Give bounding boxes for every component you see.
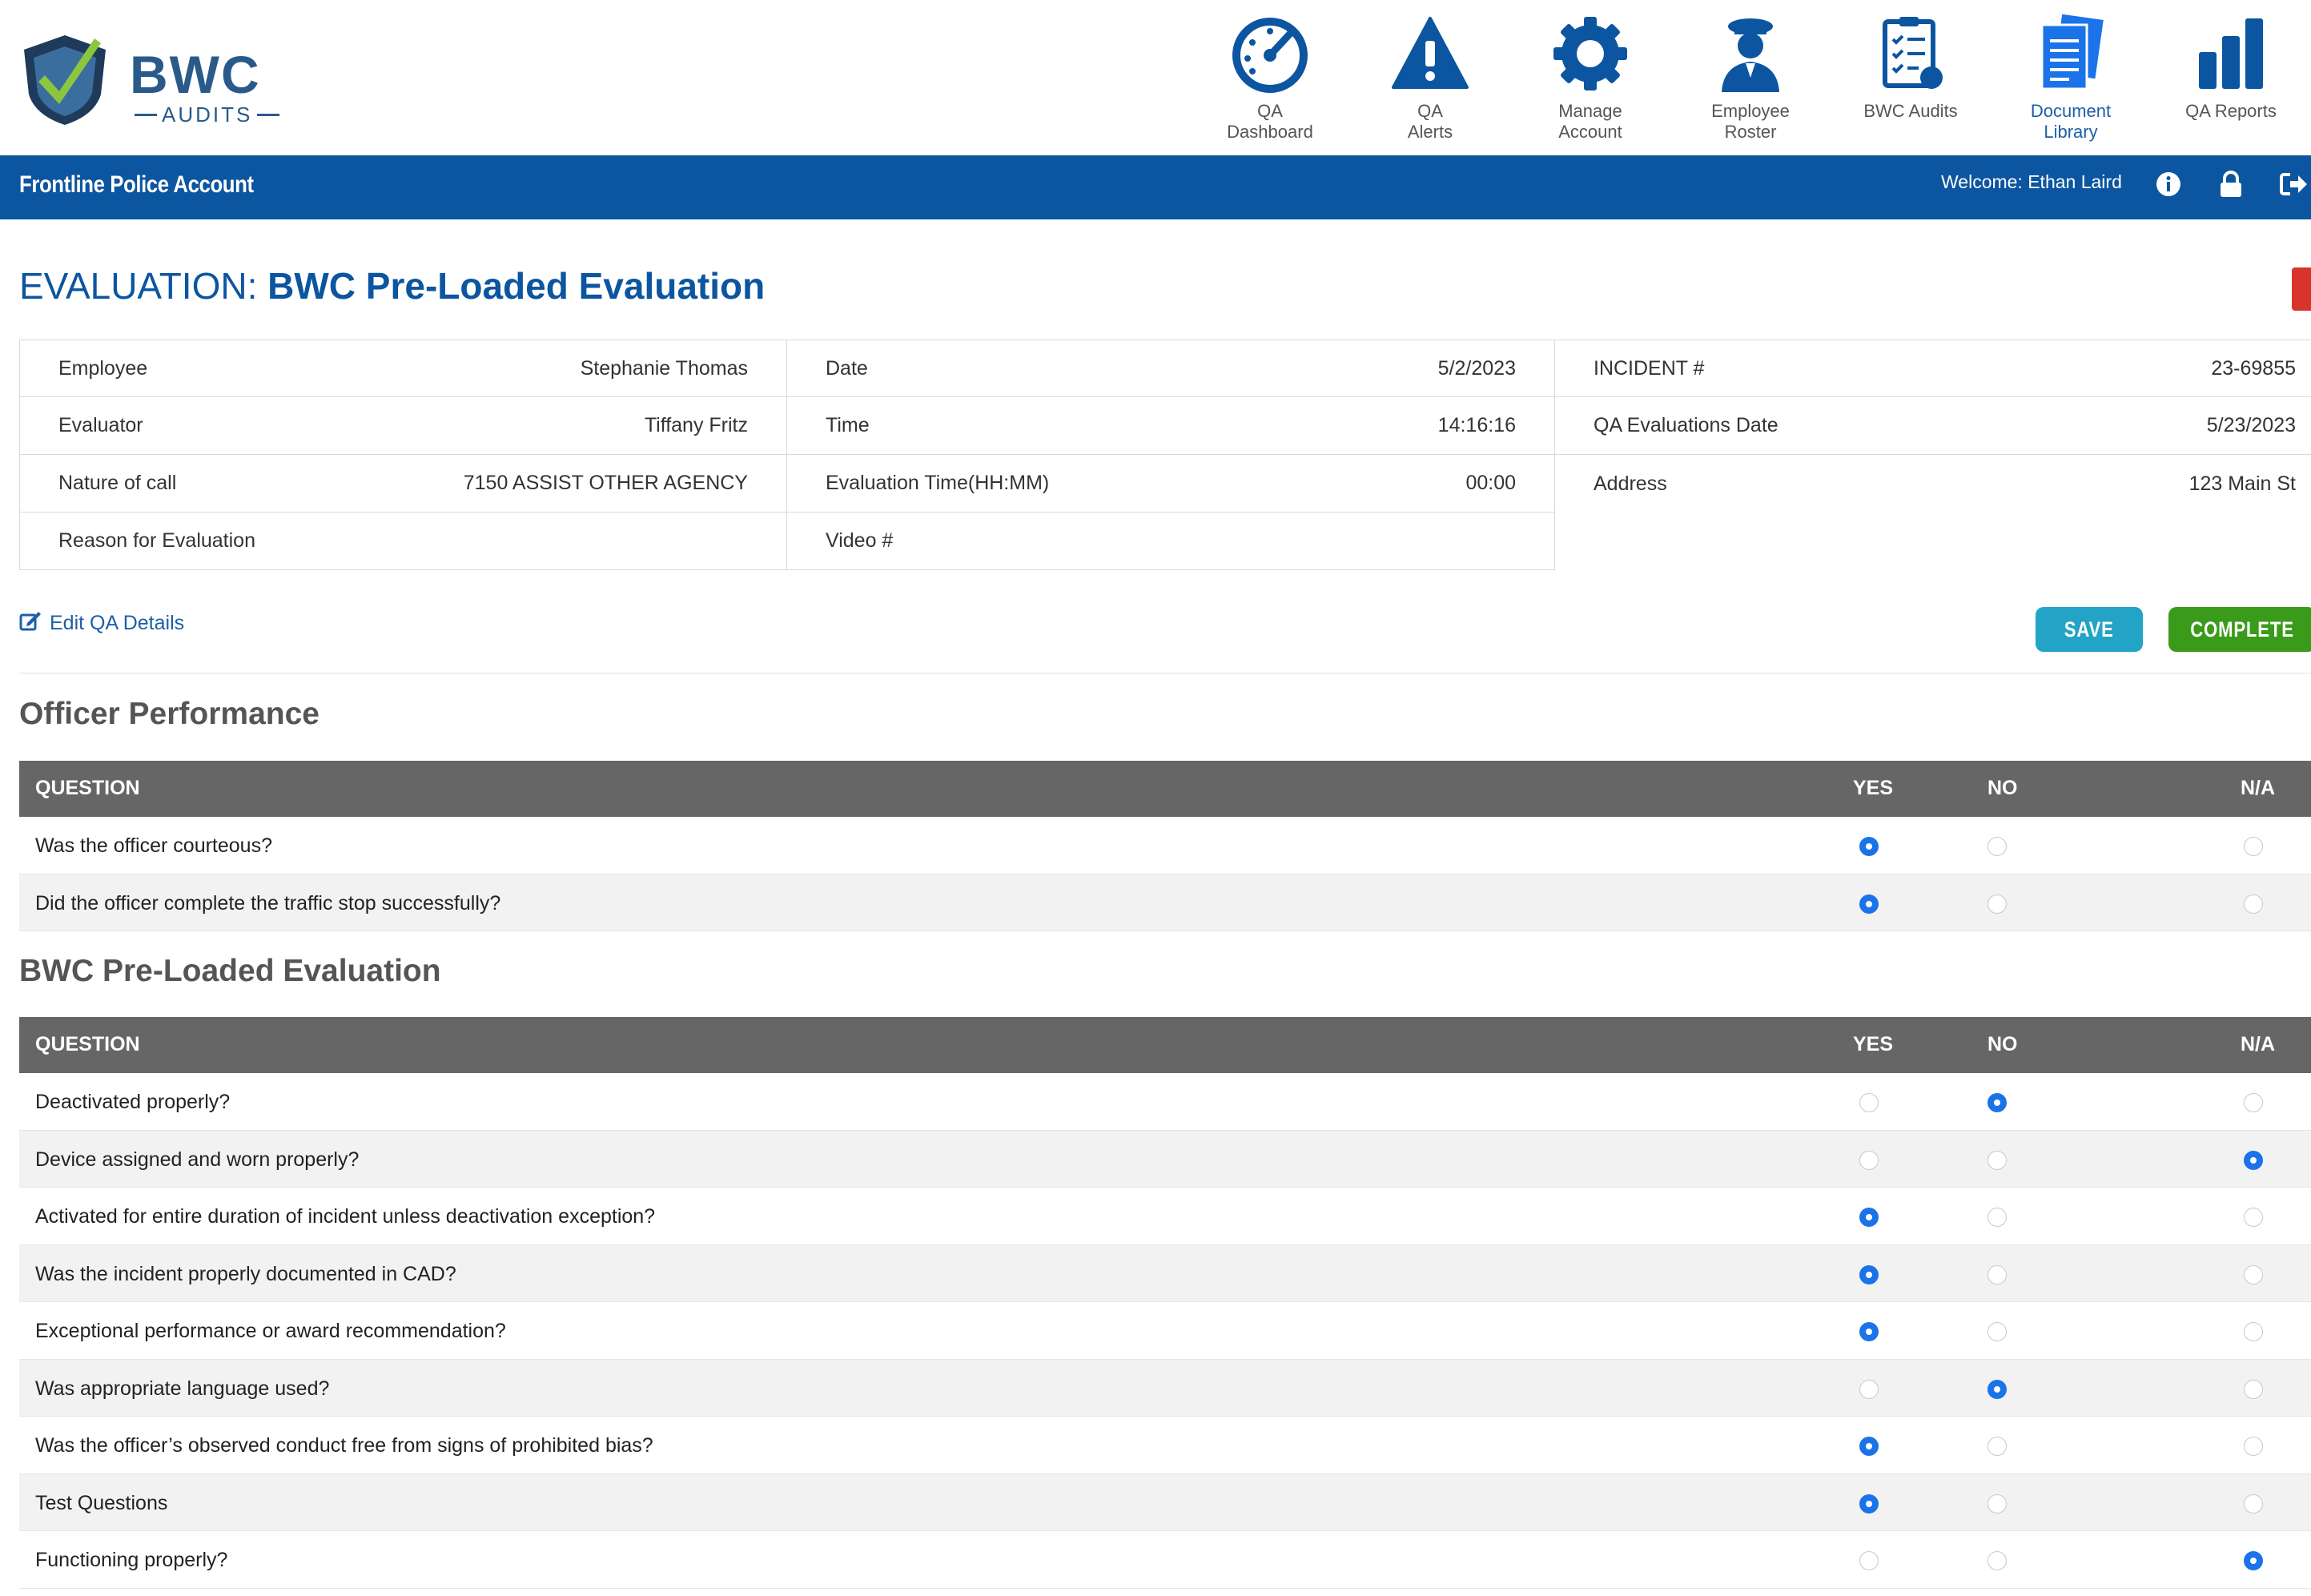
question-text: Activated for entire duration of incident unless deactivation exception? xyxy=(35,1205,656,1228)
table-row xyxy=(19,874,2311,932)
table-row xyxy=(19,1131,2311,1188)
radio-na[interactable] xyxy=(2244,1322,2263,1341)
detail-label: Nature of call xyxy=(58,472,177,494)
page-title-name: BWC Pre-Loaded Evaluation xyxy=(267,265,766,307)
nav-qa-alerts[interactable] xyxy=(1350,0,1510,155)
radio-yes[interactable] xyxy=(1859,837,1879,856)
nav-label: Manage Account xyxy=(1558,101,1622,142)
question-text: Was the officer’s observed conduct free from signs of prohibited bias? xyxy=(35,1434,653,1457)
detail-row-time xyxy=(787,397,1554,455)
nav-bwc-audits[interactable] xyxy=(1831,0,1991,155)
nav-employee-roster[interactable] xyxy=(1670,0,1831,155)
complete-button-label: COMPLETE xyxy=(2190,617,2294,641)
logo-bwc-text: BWC xyxy=(130,45,261,104)
question-text: Functioning properly? xyxy=(35,1549,228,1571)
detail-label: Address xyxy=(1594,472,1667,495)
questions-table-bwc-pre-loaded xyxy=(19,1017,2311,1589)
radio-no[interactable] xyxy=(1987,1494,2007,1514)
nav-label: QA Reports xyxy=(2185,101,2277,121)
question-text: Was the incident properly documented in CAD? xyxy=(35,1262,456,1285)
detail-row-address xyxy=(1555,455,2311,513)
detail-row-date xyxy=(787,340,1554,397)
detail-label: Employee xyxy=(58,356,148,380)
radio-no[interactable] xyxy=(1987,1380,2007,1399)
radio-no[interactable] xyxy=(1987,894,2007,914)
radio-na[interactable] xyxy=(2244,1437,2263,1456)
question-text: Test Questions xyxy=(35,1491,168,1514)
nav-label: BWC Audits xyxy=(1863,101,1958,121)
radio-no[interactable] xyxy=(1987,1151,2007,1170)
page-title-prefix: EVALUATION: xyxy=(19,265,258,307)
question-text: Deactivated properly? xyxy=(35,1091,231,1113)
radio-na[interactable] xyxy=(2244,894,2263,914)
table-row xyxy=(19,1073,2311,1131)
table-row xyxy=(19,1360,2311,1417)
table-row xyxy=(19,817,2311,874)
bwc-audits-logo[interactable] xyxy=(18,32,282,136)
detail-label: Time xyxy=(826,414,870,436)
top-header xyxy=(0,0,2311,155)
detail-row-nature-of-call xyxy=(19,455,786,513)
detail-row-evaluator xyxy=(19,397,786,455)
question-text: Did the officer complete the traffic stop successfully? xyxy=(35,891,501,915)
nav-qa-dashboard[interactable] xyxy=(1190,0,1350,155)
header-yes: YES xyxy=(1853,777,1894,799)
header-question: QUESTION xyxy=(35,777,140,799)
table-row xyxy=(19,1188,2311,1245)
header-yes: YES xyxy=(1853,1033,1894,1055)
account-bar xyxy=(0,155,2311,219)
detail-label: INCIDENT # xyxy=(1594,356,1705,380)
table-row xyxy=(19,1531,2311,1589)
radio-yes[interactable] xyxy=(1859,1208,1879,1227)
table-header xyxy=(19,1017,2311,1073)
detail-row-employee xyxy=(19,340,786,397)
dashboard-gauge-icon xyxy=(1226,10,1314,98)
table-row xyxy=(19,1245,2311,1303)
table-row xyxy=(19,1474,2311,1532)
radio-na[interactable] xyxy=(2244,1380,2263,1399)
documents-icon xyxy=(2027,10,2115,98)
radio-na[interactable] xyxy=(2244,1093,2263,1112)
details-column-1 xyxy=(19,340,787,570)
radio-yes[interactable] xyxy=(1859,1437,1879,1456)
radio-yes[interactable] xyxy=(1859,1551,1879,1570)
table-header xyxy=(19,761,2311,817)
table-body xyxy=(19,1073,2311,1589)
edit-qa-details-link[interactable] xyxy=(19,610,184,637)
question-text: Was appropriate language used? xyxy=(35,1377,330,1400)
table-row xyxy=(19,1417,2311,1474)
info-icon[interactable] xyxy=(2152,168,2184,200)
radio-no[interactable] xyxy=(1987,1265,2007,1284)
detail-value: 5/2/2023 xyxy=(1437,356,1516,380)
logout-icon[interactable] xyxy=(2277,168,2309,200)
detail-row-video xyxy=(787,513,1554,570)
radio-no[interactable] xyxy=(1987,1208,2007,1227)
header-question: QUESTION xyxy=(35,1033,140,1055)
account-name: Frontline Police Account xyxy=(19,171,254,198)
detail-label: Evaluation Time(HH:MM) xyxy=(826,472,1050,494)
question-text: Device assigned and worn properly? xyxy=(35,1148,360,1171)
section-title-officer-performance: Officer Performance xyxy=(19,697,320,731)
detail-label: Reason for Evaluation xyxy=(58,529,255,552)
clipboard-checklist-icon xyxy=(1867,10,1955,98)
detail-row-incident xyxy=(1555,340,2311,397)
welcome-text: Welcome: Ethan Laird xyxy=(1941,171,2122,192)
detail-value: 14:16:16 xyxy=(1437,414,1516,436)
detail-label: Date xyxy=(826,356,868,380)
table-body xyxy=(19,817,2311,931)
detail-value: 7150 ASSIST OTHER AGENCY xyxy=(463,472,748,494)
detail-value: 5/23/2023 xyxy=(2206,414,2296,436)
logo-audits-text: AUDITS xyxy=(130,103,284,127)
nav-label: Document Library xyxy=(2030,101,2112,142)
section-title-bwc-pre-loaded: BWC Pre-Loaded Evaluation xyxy=(19,954,441,988)
detail-label: Video # xyxy=(826,529,894,552)
radio-yes[interactable] xyxy=(1859,1322,1879,1341)
nav-document-library[interactable] xyxy=(1991,0,2151,155)
radio-na[interactable] xyxy=(2244,1265,2263,1284)
officer-icon xyxy=(1706,10,1795,98)
radio-na[interactable] xyxy=(2244,837,2263,856)
radio-no[interactable] xyxy=(1987,1093,2007,1112)
detail-value: 123 Main St xyxy=(2188,472,2296,495)
radio-no[interactable] xyxy=(1987,1551,2007,1570)
detail-row-qa-date xyxy=(1555,397,2311,455)
detail-row-evaluation-time xyxy=(787,455,1554,513)
header-na: N/A xyxy=(2241,1033,2276,1055)
header-no: NO xyxy=(1987,777,2018,799)
radio-na[interactable] xyxy=(2244,1151,2263,1170)
radio-yes[interactable] xyxy=(1859,1093,1879,1112)
radio-no[interactable] xyxy=(1987,1437,2007,1456)
edit-qa-details-label: Edit QA Details xyxy=(50,612,185,634)
radio-na[interactable] xyxy=(2244,1551,2263,1570)
radio-yes[interactable] xyxy=(1859,1151,1879,1170)
question-text: Was the officer courteous? xyxy=(35,834,272,857)
detail-value: 00:00 xyxy=(1465,472,1516,494)
nav-label: QA Alerts xyxy=(1407,101,1453,142)
header-no: NO xyxy=(1987,1033,2018,1055)
nav-label: Employee Roster xyxy=(1711,101,1790,142)
radio-no[interactable] xyxy=(1987,1322,2007,1341)
nav-manage-account[interactable] xyxy=(1510,0,1670,155)
nav-qa-reports[interactable] xyxy=(2151,0,2311,155)
detail-label: QA Evaluations Date xyxy=(1594,414,1778,436)
details-column-2 xyxy=(787,340,1555,570)
radio-na[interactable] xyxy=(2244,1494,2263,1514)
lock-icon[interactable] xyxy=(2215,168,2247,200)
nav-label: QA Dashboard xyxy=(1227,101,1313,142)
table-row xyxy=(19,1302,2311,1360)
detail-label: Evaluator xyxy=(58,414,143,436)
pdf-export-icon[interactable] xyxy=(2292,267,2311,311)
radio-yes[interactable] xyxy=(1859,1494,1879,1514)
bar-chart-icon xyxy=(2187,10,2275,98)
detail-value: Tiffany Fritz xyxy=(644,414,748,436)
edit-icon xyxy=(19,610,42,637)
details-column-3 xyxy=(1555,340,2311,513)
header-na: N/A xyxy=(2241,777,2276,799)
radio-yes[interactable] xyxy=(1859,1380,1879,1399)
radio-na[interactable] xyxy=(2244,1208,2263,1227)
radio-yes[interactable] xyxy=(1859,894,1879,914)
shield-check-icon xyxy=(18,32,112,128)
page-title xyxy=(19,264,765,308)
radio-no[interactable] xyxy=(1987,837,2007,856)
detail-row-reason xyxy=(19,513,786,570)
gear-icon xyxy=(1546,10,1634,98)
main-nav xyxy=(1190,0,2311,155)
detail-value: Stephanie Thomas xyxy=(580,356,748,380)
detail-value: 23-69855 xyxy=(2211,356,2296,380)
save-button[interactable] xyxy=(2036,607,2143,652)
complete-button[interactable] xyxy=(2168,607,2311,652)
questions-table-officer-performance xyxy=(19,761,2311,931)
question-text: Exceptional performance or award recommendation? xyxy=(35,1320,506,1342)
save-button-label: SAVE xyxy=(2064,617,2114,641)
alert-triangle-icon xyxy=(1386,10,1474,98)
radio-yes[interactable] xyxy=(1859,1265,1879,1284)
